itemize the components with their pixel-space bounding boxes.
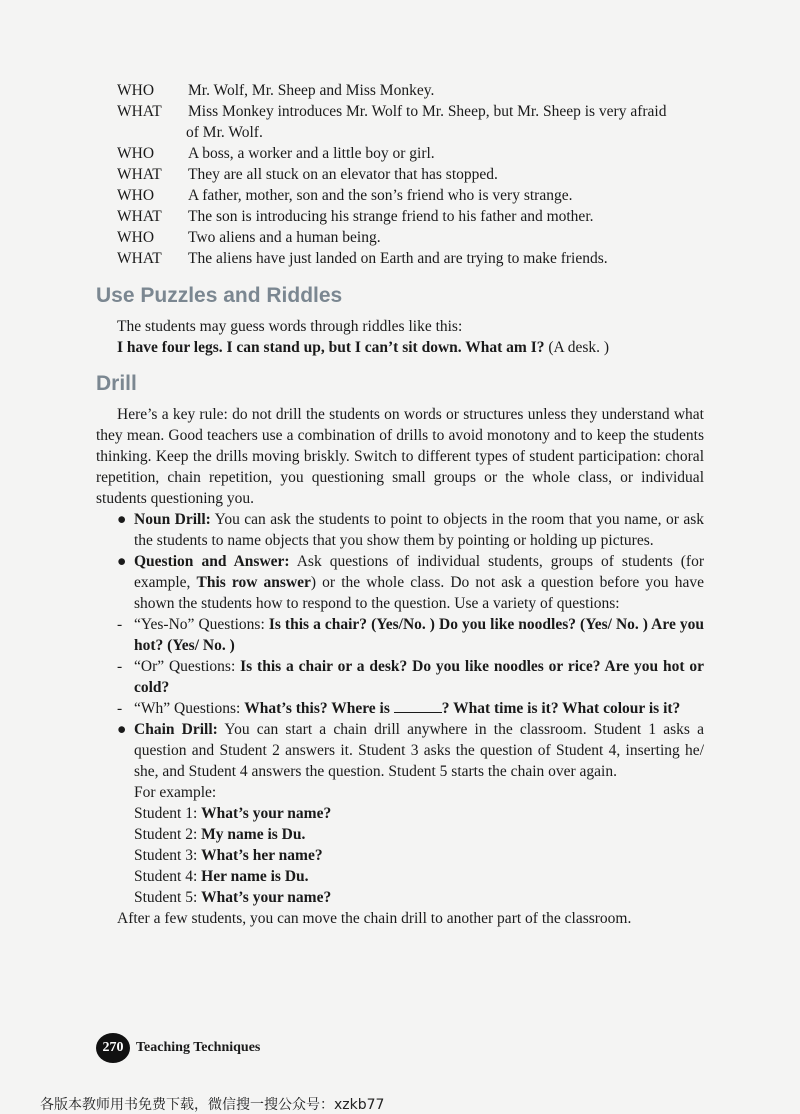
riddle-line xyxy=(96,337,704,358)
puzzles-heading: Use Puzzles and Riddles xyxy=(96,284,343,307)
row-text: The aliens have just landed on Earth and are trying to make friends. xyxy=(188,250,608,267)
row-label: WHO xyxy=(117,229,155,246)
who-what-row xyxy=(117,206,717,227)
drill-list xyxy=(96,509,704,929)
item-term: Chain Drill: xyxy=(134,721,218,738)
row-label: WHAT xyxy=(117,103,162,120)
bullet-icon: ● xyxy=(117,511,127,528)
row-label: WHO xyxy=(117,145,155,162)
speaker: Student 4: xyxy=(134,868,202,885)
row-label: WHAT xyxy=(117,166,162,183)
list-item-yes-no xyxy=(96,614,704,656)
row-label: WHAT xyxy=(117,250,162,267)
item-text: You can start a chain drill anywhere in the classroom. Student 1 asks a question and Student 2 answers it. Student 3 asks the question of Student 4, inserting he/ she, and Student 4 answers the question. Student 5 starts the chain over again. xyxy=(134,721,704,780)
speech: Her name is Du. xyxy=(201,868,309,885)
row-label: WHO xyxy=(117,82,155,99)
riddle-text: I have four legs. I can stand up, but I can’t sit down. What am I? xyxy=(117,339,545,356)
item-label: “Yes-No” Questions: xyxy=(134,616,269,633)
page-number: 270 xyxy=(96,1033,130,1063)
list-item-or xyxy=(96,656,704,698)
list-item-chain-drill xyxy=(96,719,704,782)
row-label: WHAT xyxy=(117,208,162,225)
example-line xyxy=(96,866,704,887)
speech: My name is Du. xyxy=(201,826,306,843)
row-text: They are all stuck on an elevator that has stopped. xyxy=(188,166,498,183)
item-example: This row answer xyxy=(196,574,311,591)
speech: What’s your name? xyxy=(201,805,332,822)
row-text-continuation: of Mr. Wolf. xyxy=(186,124,263,141)
drill-heading: Drill xyxy=(96,372,137,395)
example-line xyxy=(96,887,704,908)
row-text: Miss Monkey introduces Mr. Wolf to Mr. Sheep, but Mr. Sheep is very afraid xyxy=(188,103,667,120)
item-example: Is this a chair or a desk? Do you like noodles or rice? Are you hot or cold? xyxy=(134,658,705,696)
item-example: Is this a chair? (Yes/No. ) Do you like noodles? (Yes/ No. ) Are you hot? (Yes/ No. ) xyxy=(134,616,704,654)
example-line xyxy=(96,803,704,824)
item-example: What’s this? Where is xyxy=(244,700,394,717)
row-text: Two aliens and a human being. xyxy=(188,229,381,246)
who-what-row xyxy=(117,143,717,164)
drill-intro: Here’s a key rule: do not drill the students on words or structures unless they understand what they mean. Good teachers use a combination of drills to avoid monotony and to keep the students thinking. Keep the drills moving briskly. Switch to different types of student participation: choral repetition, chain repetition, you questioning small groups or the whole class, or individual students questioning you. xyxy=(96,406,704,507)
speaker: Student 3: xyxy=(134,847,202,864)
footer-title: Teaching Techniques xyxy=(136,1040,261,1055)
who-what-row xyxy=(117,164,717,185)
list-item-wh xyxy=(96,698,704,719)
puzzles-intro: The students may guess words through riddles like this: xyxy=(117,318,463,335)
list-item-noun-drill xyxy=(96,509,704,551)
speaker: Student 1: xyxy=(134,805,202,822)
item-term: Question and Answer: xyxy=(134,553,290,570)
example-line xyxy=(96,824,704,845)
row-text: A boss, a worker and a little boy or girl. xyxy=(188,145,435,162)
item-example: ? What time is it? What colour is it? xyxy=(441,700,681,717)
speech: What’s her name? xyxy=(201,847,323,864)
riddle-answer: (A desk. ) xyxy=(544,339,610,356)
item-term: Noun Drill: xyxy=(134,511,211,528)
blank-line xyxy=(394,698,442,713)
dash-icon: - xyxy=(117,616,123,633)
who-what-row xyxy=(117,185,717,206)
dash-icon: - xyxy=(117,700,123,717)
list-item-question-answer xyxy=(96,551,704,614)
item-text: ) or the whole class. Do not ask a question before you have shown the students how to respond to the question. Use a variety of questions: xyxy=(134,574,704,612)
closing-text: After a few students, you can move the chain drill to another part of the classroom. xyxy=(117,910,632,927)
row-text: A father, mother, son and the son’s friend who is very strange. xyxy=(188,187,573,204)
who-what-row xyxy=(117,101,717,122)
item-label: “Wh” Questions: xyxy=(134,700,245,717)
item-text: Ask questions of individual students, groups of students (for example, xyxy=(134,553,704,591)
example-label: For example: xyxy=(134,784,217,801)
row-label: WHO xyxy=(117,187,155,204)
item-text: You can ask the students to point to objects in the room that you name, or ask the students to name objects that you show them by pointing or holding up pictures. xyxy=(134,511,705,549)
dash-icon: - xyxy=(117,658,123,675)
row-text: Mr. Wolf, Mr. Sheep and Miss Monkey. xyxy=(188,82,435,99)
bullet-icon: ● xyxy=(117,721,127,738)
page-footer xyxy=(96,1033,260,1063)
row-text: The son is introducing his strange friend to his father and mother. xyxy=(188,208,594,225)
watermark-text: 各版本教师用书免费下载，微信搜一搜公众号：xzkb77 xyxy=(40,1097,385,1113)
bullet-icon: ● xyxy=(117,553,127,570)
who-what-row xyxy=(117,227,717,248)
who-what-list xyxy=(117,80,717,269)
item-label: “Or” Questions: xyxy=(134,658,241,675)
example-line xyxy=(96,845,704,866)
speech: What’s your name? xyxy=(201,889,332,906)
puzzles-section xyxy=(96,316,704,358)
speaker: Student 2: xyxy=(134,826,202,843)
speaker: Student 5: xyxy=(134,889,202,906)
who-what-row xyxy=(117,248,717,269)
who-what-row xyxy=(117,80,717,101)
